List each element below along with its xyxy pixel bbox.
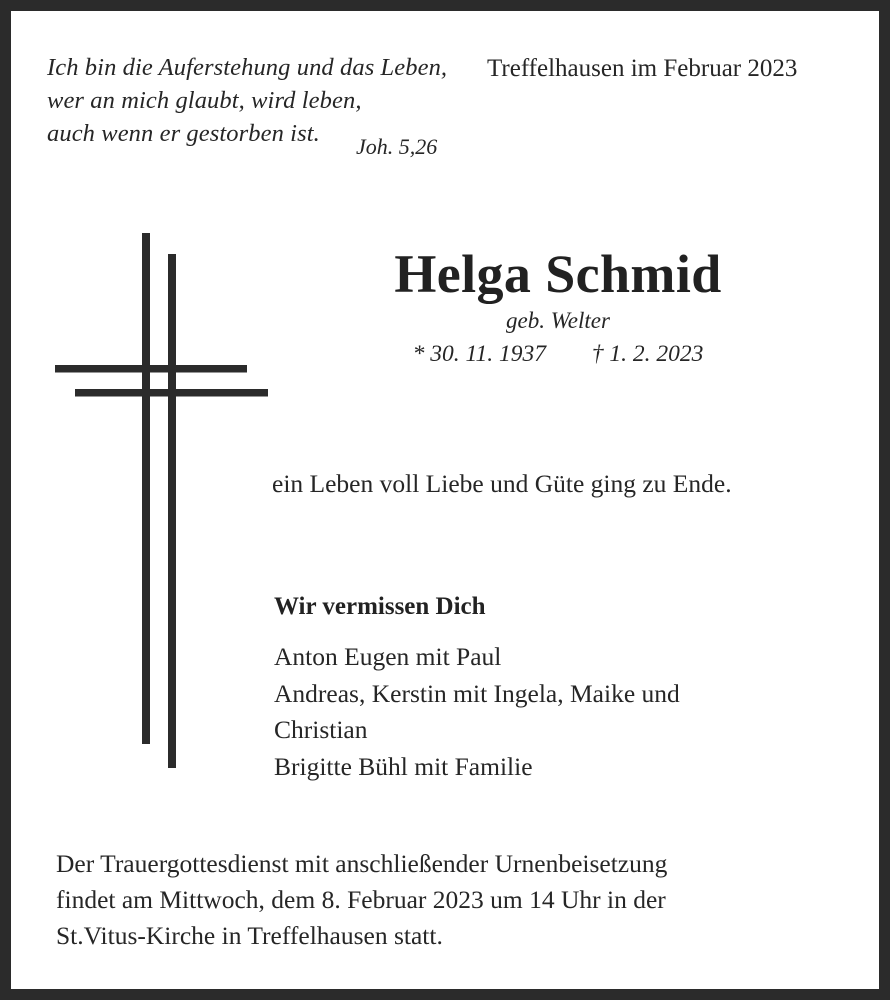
- place-and-date: Treffelhausen im Februar 2023: [487, 55, 798, 82]
- survivor-line: Anton Eugen mit Paul: [274, 642, 502, 671]
- deceased-name: Helga Schmid: [394, 244, 722, 304]
- service-line-1: Der Trauergottesdienst mit anschließender Urnenbeisetzung: [56, 849, 668, 878]
- service-line-3: St.Vitus-Kirche in Treffelhausen statt.: [56, 921, 443, 950]
- service-details: [56, 846, 856, 954]
- survivor-line: Christian: [274, 715, 368, 744]
- survivor-line: Andreas, Kerstin mit Ingela, Maike und: [274, 678, 680, 708]
- service-line-2: findet am Mittwoch, dem 8. Februar 2023 um 14 Uhr in der: [56, 885, 666, 914]
- survivors-heading: Wir vermissen Dich: [274, 593, 486, 620]
- verse-line-1: Ich bin die Auferstehung und das Leben,: [47, 54, 448, 81]
- notice-inner-area: [11, 11, 879, 989]
- double-cross-icon: [44, 216, 284, 786]
- death-date: 1. 2. 2023: [609, 341, 704, 367]
- birth-symbol: *: [412, 341, 425, 367]
- maiden-name: geb. Welter: [506, 308, 610, 333]
- birth-date: 30. 11. 1937: [430, 341, 546, 367]
- survivors-block: [274, 591, 834, 785]
- deceased-name-block: [273, 243, 843, 369]
- verse-line-3: auch wenn er gestorben ist.: [47, 120, 320, 147]
- death-symbol: †: [591, 341, 604, 367]
- verse-line-2: wer an mich glaubt, wird leben,: [47, 87, 362, 114]
- scripture-reference: Joh. 5,26: [356, 134, 438, 159]
- survivor-line: Brigitte Bühl mit Familie: [274, 751, 533, 781]
- tribute-line: ein Leben voll Liebe und Güte ging zu Ende.: [272, 469, 732, 498]
- life-dates: [273, 339, 843, 369]
